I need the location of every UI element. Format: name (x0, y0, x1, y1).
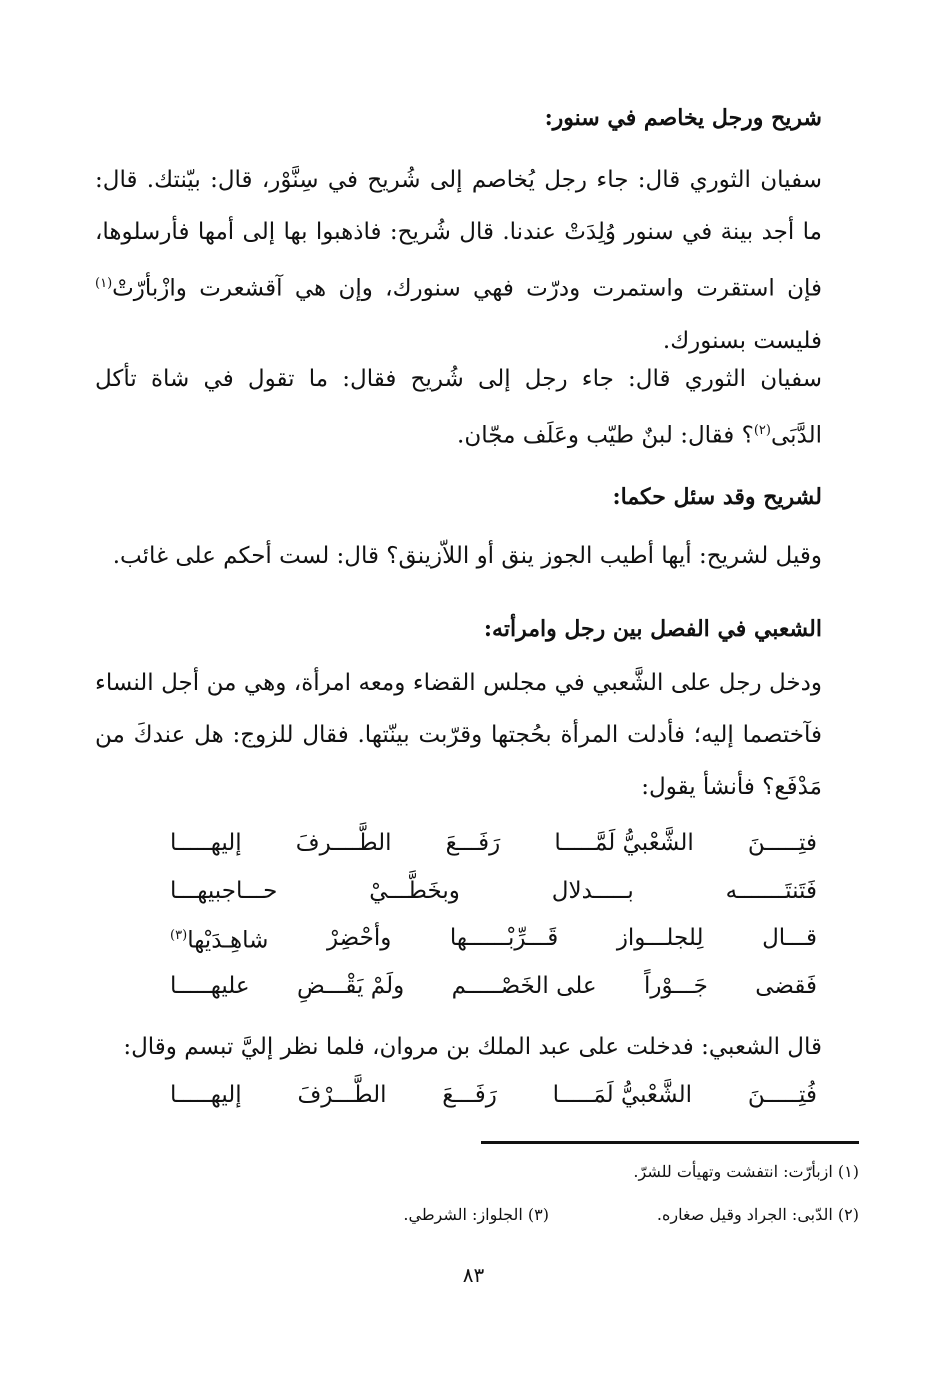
verse-line-4 (170, 963, 817, 1009)
paragraph-shabi-story: ودخل رجل على الشَّعبي في مجلس القضاء ومعه امرأة، وهي من أجل النساء فآختصما إليه؛ فأدلت المرأة بحُجتها وقرّبت بينّتها. فقال للزوج: هل عندكَ من مَدْفَع؟ فأنشأ يقول: (95, 670, 822, 800)
verse-word: شاهِـدَيْها (187, 927, 269, 954)
verse-word: إليهـــــا (170, 1082, 242, 1108)
verse-word: فَقضى (755, 973, 817, 999)
verse-line-3 (170, 915, 817, 961)
verse-word: الشَّعْبيُّ لَمَـــــا (552, 1082, 693, 1108)
footnote-1: (١) ازبأرّت: انتفشت وتهيأت للشرّ. (633, 1162, 859, 1181)
verse-word: وأحْضِرْ (326, 925, 392, 951)
verse-word: الطَّـــرْفَ (297, 1082, 387, 1108)
verse-word: فتِـــــنَ (747, 830, 817, 856)
footnote-ref-3: (٣) (170, 927, 188, 943)
paragraph-walnut: وقيل لشريح: أيها أطيب الجوز ينق أو اللاّزينق؟ قال: لست أحكم على غائب. (112, 543, 822, 569)
verse-line-1 (170, 820, 817, 866)
page-number: ٨٣ (462, 1263, 485, 1287)
section-heading-shabi: الشعبي في الفصل بين رجل وامرأته: (483, 616, 822, 642)
footnote-ref-1: (١) (95, 276, 113, 291)
section-heading-cat: شريح ورجل يخاصم في سنور: (544, 105, 822, 131)
verse-word: رَفَـــعَ (445, 830, 501, 856)
verse-word: قَـــرِّبْــــــها (449, 925, 559, 951)
footnote-ref-2: (٢) (753, 423, 771, 438)
footnote-2: (٢) الدّبى: الجراد وقيل صغاره. (656, 1205, 859, 1224)
verse-word: حـــاجبيهـــا (170, 878, 278, 904)
paragraph-text-end: ؟ فقال: لبنٌ طيّب وعَلَف مجّان. (457, 422, 754, 449)
verse-word-with-ref (170, 913, 268, 964)
paragraph-text: سفيان الثوري قال: جاء رجل إلى شُريح فقال: ما تقول في شاة تأكل الدَّبَى (95, 366, 822, 449)
footnote-divider (481, 1141, 859, 1144)
verse-word: عليهـــــا (170, 973, 250, 999)
verse-word: قـــال (762, 925, 817, 951)
verse-word: ولَمْ يَقْـــضِ (297, 973, 405, 999)
verse-word: إليهـــــا (170, 830, 242, 856)
paragraph-text: سفيان الثوري قال: جاء رجل يُخاصم إلى شُريح في سِنَّوْر، قال: بيّنتك. قال: ما أجد بينة في سنور وُلِدَتْ عندنا. قال شُريح: فاذهبوا بها إلى أمها فأرسلوها، فإن استقرت واستمرت ودرّت فهي سنورك، وإن هي آقشعرت وازْبأرّتْ (95, 167, 822, 302)
verse-word: على الخَصْـــــم (451, 973, 597, 999)
paragraph-sheep (95, 353, 822, 462)
verse-word: وبخَطَّـــيْ (369, 878, 460, 904)
verse-word: لِلجلـــواز (616, 925, 704, 951)
verse-word: فُتِـــــنَ (747, 1082, 817, 1108)
verse-word: جَـــوْراً (644, 973, 708, 999)
verse-line-5 (170, 1072, 817, 1118)
verse-word: رَفَـــعَ (442, 1082, 497, 1108)
verse-word: فَتَنتَـــــــه (725, 878, 817, 904)
paragraph-cat-dispute (95, 154, 822, 367)
verse-word: الطَّــــرفَ (295, 830, 392, 856)
verse-line-2 (170, 868, 817, 914)
section-heading-shurayh: لشريح وقد سئل حكما: (612, 484, 822, 510)
paragraph-text-end: فليست بسنورك. (662, 327, 822, 354)
verse-word: الشَّعْبيُّ لَمَّـــــا (554, 830, 694, 856)
paragraph-abdulmalik: قال الشعبي: فدخلت على عبد الملك بن مروان، فلما نظر إليَّ تبسم وقال: (123, 1034, 822, 1060)
verse-word: بـــــدلال (551, 878, 634, 904)
footnote-3: (٣) الجلواز: الشرطي. (403, 1205, 549, 1224)
